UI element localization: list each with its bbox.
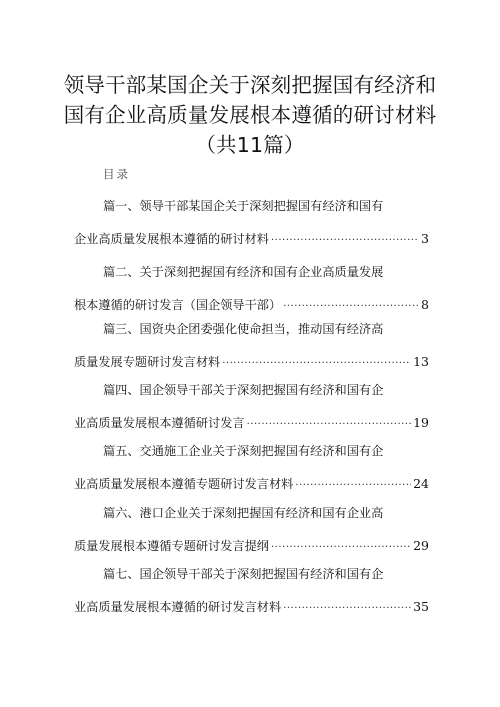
toc-entry-line1: 篇一、领导干部某国企关于深刻把握国有经济和国有 [103, 199, 384, 213]
toc-entry-line2: 质量发展专题研讨发言材料 [74, 355, 221, 369]
toc-entry-line2: 质量发展根本遵循专题研讨发言提纲 [74, 539, 269, 553]
document-title [40, 70, 460, 160]
toc-page-number: 19 [413, 415, 429, 430]
toc-entry-line2: 企业高质量发展根本遵循的研讨材料 [74, 232, 269, 246]
toc-page-number: 3 [421, 231, 429, 246]
toc-entry-line1: 篇七、国企领导干部关于深刻把握国有经济和国有企 [103, 567, 384, 581]
toc-page-number: 24 [413, 476, 429, 491]
toc-entry-line1: 篇五、交通施工企业关于深刻把握国有经济和国有企 [103, 444, 384, 458]
toc-page-number: 8 [421, 297, 429, 312]
toc-entry-line1: 篇三、国资央企团委强化使命担当，推动国有经济高 [103, 322, 384, 336]
toc-entry-line2: 业高质量发展根本遵循的研讨发言材料 [74, 600, 282, 614]
toc-heading: 目录 [103, 167, 130, 181]
toc-entry-line1: 篇六、港口企业关于深刻把握国有经济和国有企业高 [103, 506, 384, 520]
title-line-1: 领导干部某国企关于深刻把握国有经济和 [63, 73, 437, 97]
toc-leader-dots [283, 599, 411, 611]
toc-leader-dots [222, 354, 411, 366]
toc-leader-dots [271, 538, 411, 550]
toc-entry-line1: 篇四、国企领导干部关于深刻把握国有经济和国有企 [103, 383, 384, 397]
title-line-3: （共11篇） [195, 133, 305, 157]
toc-leader-dots [271, 231, 419, 243]
toc-page-number: 35 [413, 599, 429, 614]
toc-leader-dots [295, 476, 411, 488]
toc-entry-line2: 根本遵循的研讨发言（国企领导干部） [74, 298, 282, 312]
title-line-2: 国有企业高质量发展根本遵循的研讨材料 [63, 103, 437, 127]
toc-entry-line2: 业高质量发展根本遵循专题研讨发言材料 [74, 477, 294, 491]
toc-leader-dots [247, 415, 411, 427]
toc-page-number: 13 [413, 354, 429, 369]
toc-entry-line2: 业高质量发展根本遵循研讨发言 [74, 416, 245, 430]
toc-entry-line1: 篇二、关于深刻把握国有经济和国有企业高质量发展 [103, 265, 384, 279]
toc-page-number: 29 [413, 538, 429, 553]
toc-leader-dots [283, 297, 419, 309]
